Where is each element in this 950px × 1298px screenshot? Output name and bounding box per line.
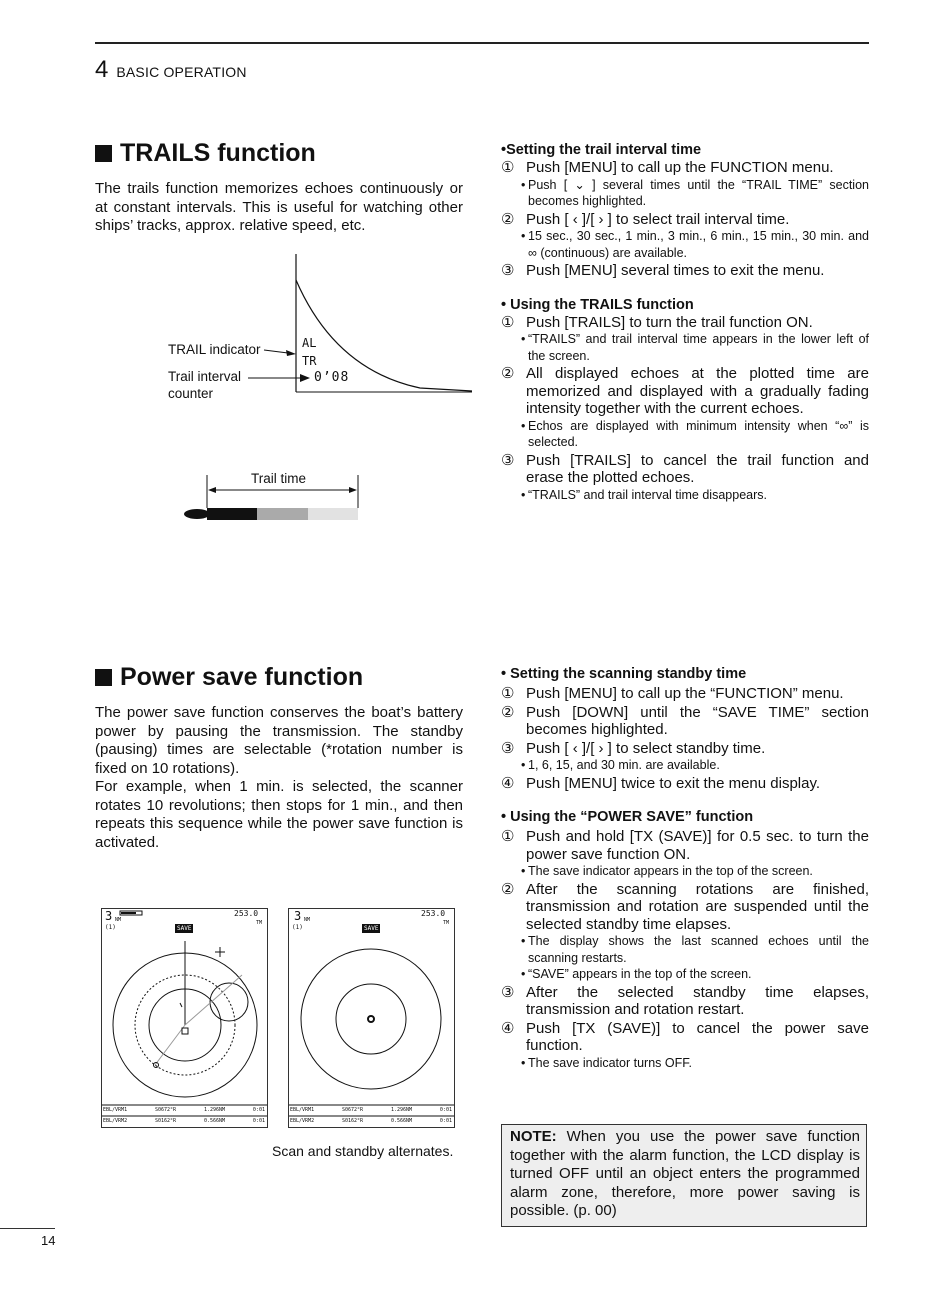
lcd-save-indicator: SAVE: [177, 925, 192, 932]
step-note: • 1, 6, 15, and 30 min. are available.: [521, 758, 720, 772]
lcd-ebl-row2: EBL/VRM2 S0162°R 0.566NM 0:01: [290, 1118, 452, 1124]
step-item: ① Push [TRAILS] to turn the trail function ON.: [501, 313, 813, 331]
step-item: ③ Push [ ‹ ]/[ › ] to select standby time.: [501, 739, 766, 757]
step-item: ① Push and hold [TX (SAVE)] for 0.5 sec. to turn the power save function ON.: [501, 828, 869, 863]
step-item: ③ Push [MENU] several times to exit the menu.: [501, 262, 825, 279]
trail-bar-dark: [207, 508, 257, 520]
step-item: ② All displayed echoes at the plotted time are memorized and displayed with a gradually fading intensity together with the current echoes.: [501, 365, 869, 417]
lcd-ebl-row1: EBL/VRM1 S0672°R 1.296NM 0:01: [290, 1107, 452, 1113]
lcd-screen-scan: [101, 908, 268, 1128]
step-note: • The save indicator appears in the top of the screen.: [521, 864, 813, 878]
chapter-header: [95, 56, 247, 84]
note-label: NOTE:: [510, 1128, 557, 1145]
screen-tr-text: TR: [302, 354, 317, 368]
boat-echo-shape: [184, 509, 210, 519]
page-number: 14: [41, 1233, 56, 1248]
lcd-ebl-row1: EBL/VRM1 S0672°R 1.296NM 0:01: [103, 1107, 265, 1113]
trail-interval-label: Trail interval: [168, 369, 242, 384]
step-item: ③ Push [TRAILS] to cancel the trail function and erase the plotted echoes.: [501, 451, 869, 486]
trail-time-label: Trail time: [251, 471, 307, 486]
chapter-title: BASIC OPERATION: [116, 64, 247, 80]
trails-instructions: [501, 142, 869, 503]
step-note: • 15 sec., 30 sec., 1 min., 3 min., 6 min., 15 min., 30 min. and ∞ (continuous) are available.: [521, 229, 869, 260]
lcd-heading-unit: TM: [443, 920, 450, 926]
step-note: • “TRAILS” and trail interval time disappears.: [521, 487, 767, 502]
trail-bar-light: [308, 508, 358, 520]
note-text: When you use the power save function together with the alarm function, the LCD display is turned OFF until an object enters the programmed alarm zone, therefore, more power saving is possible. (p. 00): [510, 1128, 860, 1219]
trail-interval-label-2: counter: [168, 386, 214, 401]
step-item: ④ Push [TX (SAVE)] to cancel the power save function.: [501, 1019, 869, 1054]
chapter-number: 4: [95, 56, 109, 83]
square-bullet-icon: [95, 145, 112, 162]
step-note: • Push [ ⌄ ] several times until the “TRAIL TIME” section becomes highlighted.: [521, 177, 869, 208]
step-item: ① Push [MENU] to call up the FUNCTION menu.: [501, 159, 834, 176]
step-item: ② Push [ ‹ ]/[ › ] to select trail interval time.: [501, 210, 790, 228]
power-save-title-text: Power save function: [120, 663, 364, 691]
square-bullet-icon: [95, 669, 112, 686]
power-save-intro: The power save function conserves the boat’s battery power by pausing the transmission. The standby (pausing) times are selectable (*rotation number is fixed on 10 rotations). For example, when 1 min. is selected, the scanner rotates 10 revolutions; then stops for 1 min., and then repeats this sequence while the power save function is activated.: [95, 704, 463, 851]
step-item: ① Push [MENU] to call up the “FUNCTION” menu.: [501, 685, 844, 702]
step-item: ② After the scanning rotations are finished, transmission and rotation are suspended until the selected standby time elapses.: [501, 880, 869, 933]
trail-indicator-label: TRAIL indicator: [168, 342, 261, 357]
save-using-heading: • Using the “POWER SAVE” function: [501, 809, 754, 825]
lcd-screen-standby: [288, 908, 455, 1128]
trail-bar-mid: [257, 508, 308, 520]
lcd-range: 3: [294, 909, 302, 923]
trails-title-text: TRAILS function: [120, 139, 316, 167]
lcd-range-unit: NM: [304, 917, 311, 923]
trails-intro: The trails function memorizes echoes continuously or at constant intervals. This is useful for watching other ships’ tracks, approx. relative speed, etc.: [95, 180, 463, 234]
footer-rule: [0, 1228, 55, 1229]
step-item: ③ After the selected standby time elapses, transmission and rotation restart.: [501, 983, 869, 1018]
trail-setting-heading: •Setting the trail interval time: [501, 142, 702, 158]
lcd-sub: (1): [292, 924, 303, 931]
lcd-save-indicator: SAVE: [364, 925, 379, 932]
lcd-sub: (1): [105, 924, 116, 931]
lcd-range-unit: NM: [115, 917, 122, 923]
lcd-heading-unit: TM: [256, 920, 263, 926]
figure-caption: Scan and standby alternates.: [272, 1143, 454, 1159]
power-save-instructions: [501, 666, 869, 1071]
lcd-range: 3: [105, 909, 113, 923]
step-note: • Echos are displayed with minimum intensity when “∞” is selected.: [521, 418, 869, 449]
header-rule: [95, 42, 869, 44]
lcd-ebl-row2: EBL/VRM2 S0162°R 0.566NM 0:01: [103, 1118, 265, 1124]
step-note: • The save indicator turns OFF.: [521, 1055, 692, 1070]
step-item: ② Push [DOWN] until the “SAVE TIME” section becomes highlighted.: [501, 703, 869, 738]
trail-using-heading: • Using the TRAILS function: [501, 296, 694, 313]
save-setting-heading: • Setting the scanning standby time: [501, 666, 747, 682]
screen-counter-text: 0’08: [314, 370, 350, 385]
lcd-heading: 253.0: [234, 909, 259, 918]
lcd-heading: 253.0: [421, 909, 446, 918]
note-box: [501, 1124, 867, 1227]
step-note: • “SAVE” appears in the top of the screen.: [521, 967, 752, 981]
step-item: ④ Push [MENU] twice to exit the menu display.: [501, 774, 821, 792]
power-save-section-title: [95, 663, 363, 692]
screen-al-text: AL: [302, 336, 317, 350]
step-note: • The display shows the last scanned echoes until the scanning restarts.: [521, 934, 869, 965]
trails-section-title: [95, 139, 316, 168]
step-note: • “TRAILS” and trail interval time appears in the lower left of the screen.: [521, 332, 869, 363]
